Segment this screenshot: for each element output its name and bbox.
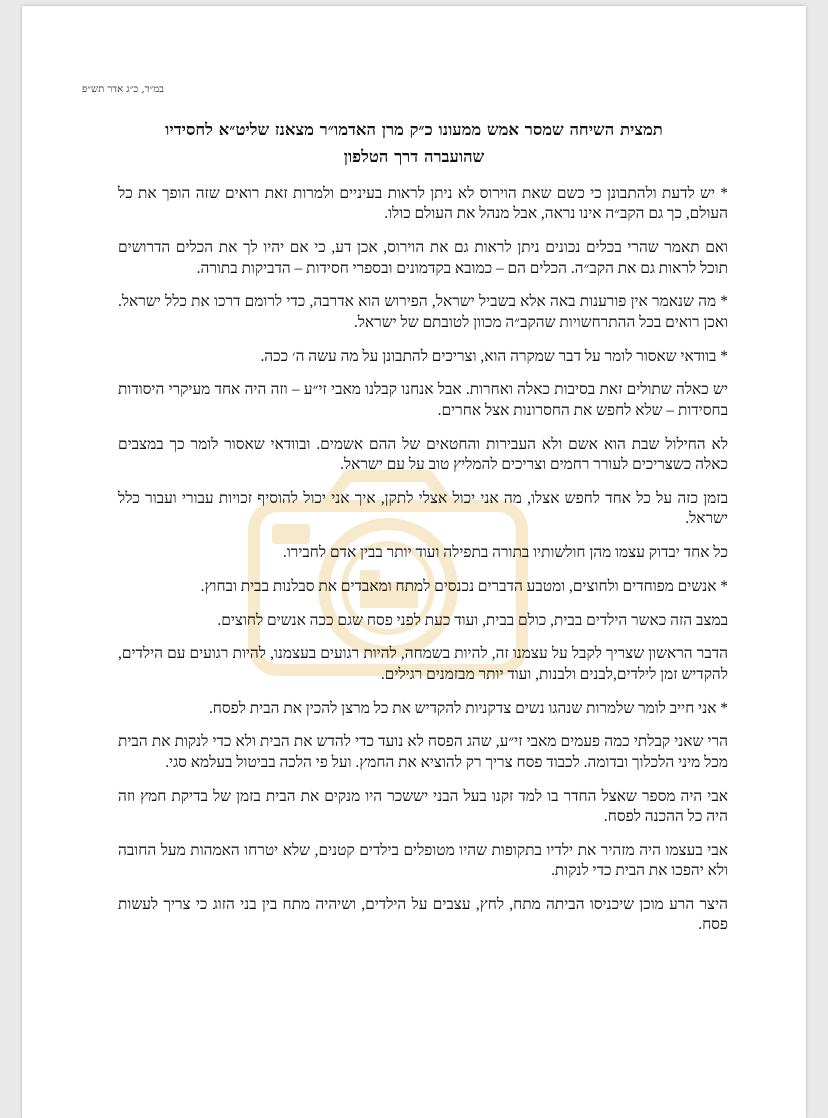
paragraph: בזמן כזה על כל אחד לחפש אצלו, מה אני יכול אצלי לתקן, איך אני יכול להוסיף זכויות עבורי ועבור כלל ישראל.	[118, 489, 728, 528]
paragraph: לא החילול שבת הוא אשם ולא העבירות והחטאים של ההם אשמים. ובוודאי שאסור לומר כך במצבים כאלה כשצריכים לעורר רחמים וצריכים להמליץ טוב על עם ישראל.	[118, 435, 728, 474]
document-page	[22, 6, 806, 1118]
paragraph: יש כאלה שתולים זאת בסיבות כאלה ואחרות. אבל אנחנו קבלנו מאבי זי״ע – וזה היה אחד מעיקרי היסודות בחסידות – שלא לחפש את החסרונות אצל אחרים.	[118, 381, 728, 419]
paragraph: * אני חייב לומר שלמרות שנהגו נשים צדקניות להקדיש את כל מרצן להכין את הבית לפסח.	[208, 699, 728, 717]
paragraph: אבי היה מספר שאצל החדר בו למד זקנו בעל הבני יששכר היו מנקים את הבית בזמן של בדיקת חמץ וזה היה כל ההכנה לפסח.	[118, 787, 728, 826]
title-line-1: תמצית השיחה שמסר אמש ממעונו כ״ק מרן האדמו״ר מצאנז שליט״א לחסידיו	[165, 120, 663, 139]
date-line: במ״ד, כ״ג אדר תש״פ	[82, 84, 164, 95]
paragraph: * מה שנאמר אין פורענות באה אלא בשביל ישראל, הפירוש הוא אדרבה, כדי לרומם דרכו את כלל ישראל. ואכן רואים בכל ההתרחשויות שהקב״ה מכוון לטובתם של ישראל.	[118, 293, 728, 331]
paragraph: * אנשים מפוחדים ולחוצים, ומטבע הדברים נכנסים למתח ומאבדים את סבלנות בבית ובחוץ.	[200, 577, 728, 595]
title-line-2: שהועברה דרך הטלפון	[343, 147, 485, 166]
paragraph: הדבר הראשון שצריך לקבל על עצמנו זה, להיות בשמחה, להיות רגועים בעצמנו, להיות רגועים עם הילדים, להקדיש זמן לילדים,לבנים ולבנות, ועוד יותר מבזמנים רגילים.	[118, 645, 728, 683]
document-body	[118, 184, 728, 949]
document-title	[82, 116, 746, 170]
paragraph: הרי שאני קבלתי כמה פעמים מאבי זי״ע, שהג הפסח לא נועד כדי להדש את הבית ולא כדי לנקות את הבית מכל מיני הלכלוך ובדומה. לכבוד פסח צריך רק להוציא את החמץ. ועל פי הלכה בביטול בעלמא סגי.	[118, 733, 728, 771]
paragraph: * יש לדעת ולהתבונן כי כשם שאת הוירוס לא ניתן לראות בעיניים ולמרות זאת רואים שזה הופך את כל העולם, כך גם הקב״ה אינו נראה, אבל מנהל את העולם כולו.	[118, 185, 728, 223]
paragraph: ואם תאמר שהרי בכלים נכונים ניתן לראות גם את הוירוס, אכן דע, כי אם יהיו לך את הכלים הדרושים תוכל לראות גם את הקב״ה. הכלים הם – כמובא בקדמונים ובספרי חסידות – הדביקות בתורה.	[118, 239, 728, 277]
paragraph: כל אחד יבדוק עצמו מהן חולשותיו בתורה בתפילה ועוד יותר בבין אדם לחבירו.	[283, 544, 728, 562]
paragraph: במצב הזה כאשר הילדים בבית, כולם בבית, ועוד כעת לפני פסח שגם ככה אנשים לחוצים.	[217, 611, 728, 629]
paragraph: * בוודאי שאסור לומר על דבר שמקרה הוא, וצריכים להתבונן על מה עשה ה׳ ככה.	[260, 347, 728, 365]
paragraph: היצר הרע מוכן שיכניסו הביתה מתח, לחץ, עצבים על הילדים, ושיהיה מתח בין בני הזוג כי צריך לעשות פסח.	[118, 896, 728, 934]
paragraph: אבי בעצמו היה מזהיר את ילדיו בתקופות שהיו מטופלים בילדים קטנים, שלא יטרחו האמהות מעל החובה ולא יהפכו את הבית כדי לנקות.	[118, 841, 728, 880]
